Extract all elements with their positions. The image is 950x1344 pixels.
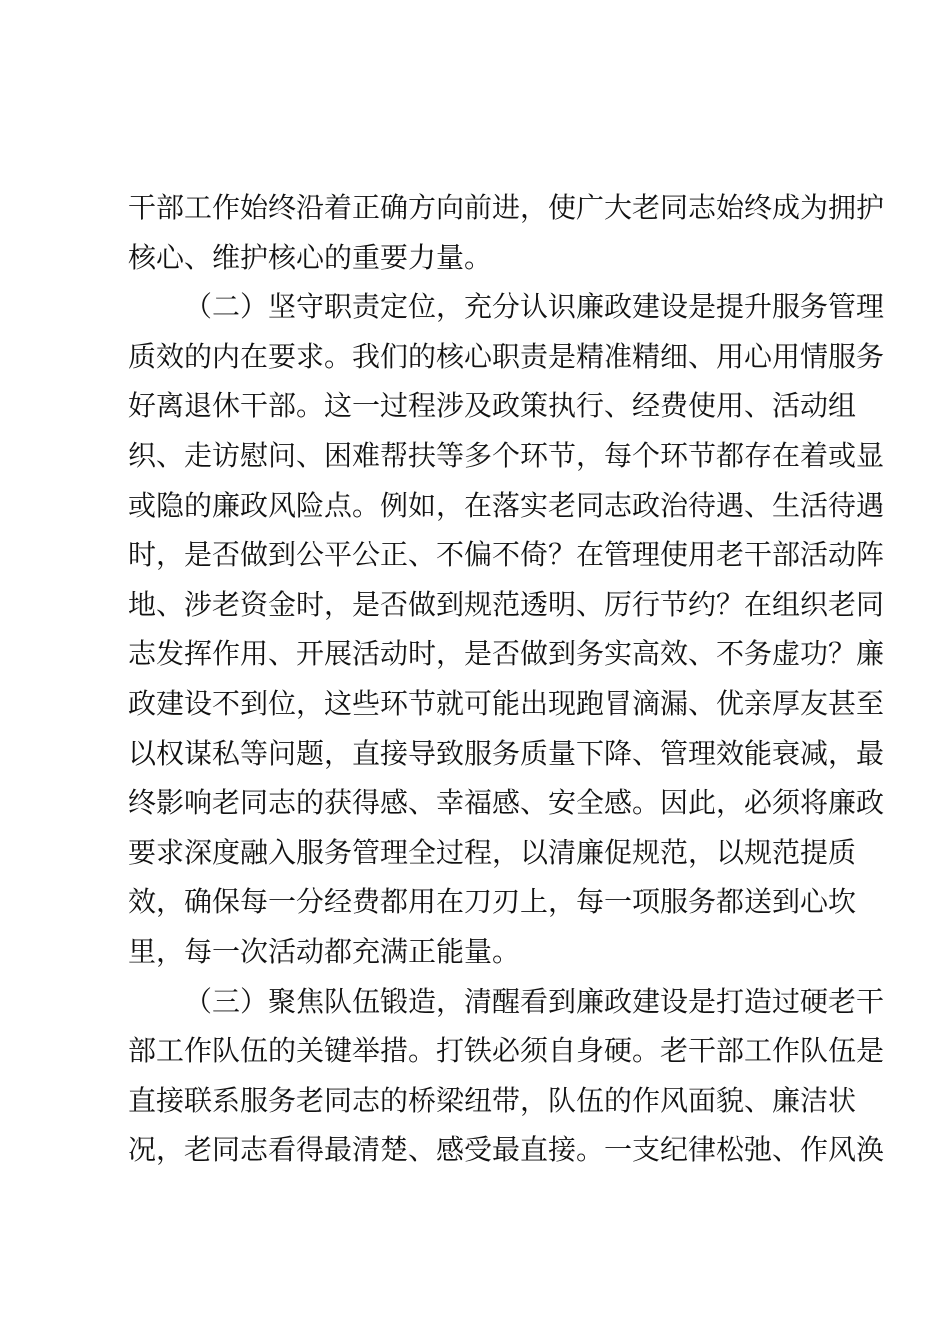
text-line: 政建设不到位，这些环节就可能出现跑冒滴漏、优亲厚友甚至: [128, 686, 885, 720]
text-line: 或隐的廉政风险点。例如，在落实老同志政治待遇、生活待遇: [128, 488, 885, 522]
paragraph: [128, 183, 885, 282]
text-line: 部工作队伍的关键举措。打铁必须自身硬。老干部工作队伍是: [128, 1034, 885, 1068]
text-line: 里，每一次活动都充满正能量。: [128, 934, 521, 968]
text-line: （三）聚焦队伍锻造，清醒看到廉政建设是打造过硬老干: [184, 984, 885, 1018]
text-line: 以权谋私等问题，直接导致服务质量下降、管理效能衰减，最: [128, 736, 885, 770]
text-line: 终影响老同志的获得感、幸福感、安全感。因此，必须将廉政: [128, 786, 885, 820]
text-line: 织、走访慰问、困难帮扶等多个环节，每个环节都存在着或显: [128, 438, 885, 472]
text-line: 要求深度融入服务管理全过程，以清廉促规范，以规范提质: [128, 835, 857, 869]
text-line: 质效的内在要求。我们的核心职责是精准精细、用心用情服务: [128, 339, 885, 373]
text-line: 地、涉老资金时，是否做到规范透明、厉行节约？在组织老同: [128, 587, 885, 621]
paragraph: [128, 977, 885, 1175]
document-body: [128, 183, 885, 1175]
text-line: 直接联系服务老同志的桥梁纽带，队伍的作风面貌、廉洁状: [128, 1083, 857, 1117]
text-line: 好离退休干部。这一过程涉及政策执行、经费使用、活动组: [128, 389, 857, 423]
text-line: 干部工作始终沿着正确方向前进，使广大老同志始终成为拥护: [128, 191, 885, 224]
text-line: （二）坚守职责定位，充分认识廉政建设是提升服务管理: [184, 290, 885, 324]
text-line: 志发挥作用、开展活动时，是否做到务实高效、不务虚功？廉: [128, 637, 885, 671]
text-line: 况，老同志看得最清楚、感受最直接。一支纪律松弛、作风涣: [128, 1133, 885, 1167]
text-line: 效，确保每一分经费都用在刀刃上，每一项服务都送到心坎: [128, 885, 857, 919]
text-line: 时，是否做到公平公正、不偏不倚？在管理使用老干部活动阵: [128, 538, 885, 572]
paragraph: [128, 282, 885, 976]
text-line: 核心、维护核心的重要力量。: [128, 240, 493, 274]
